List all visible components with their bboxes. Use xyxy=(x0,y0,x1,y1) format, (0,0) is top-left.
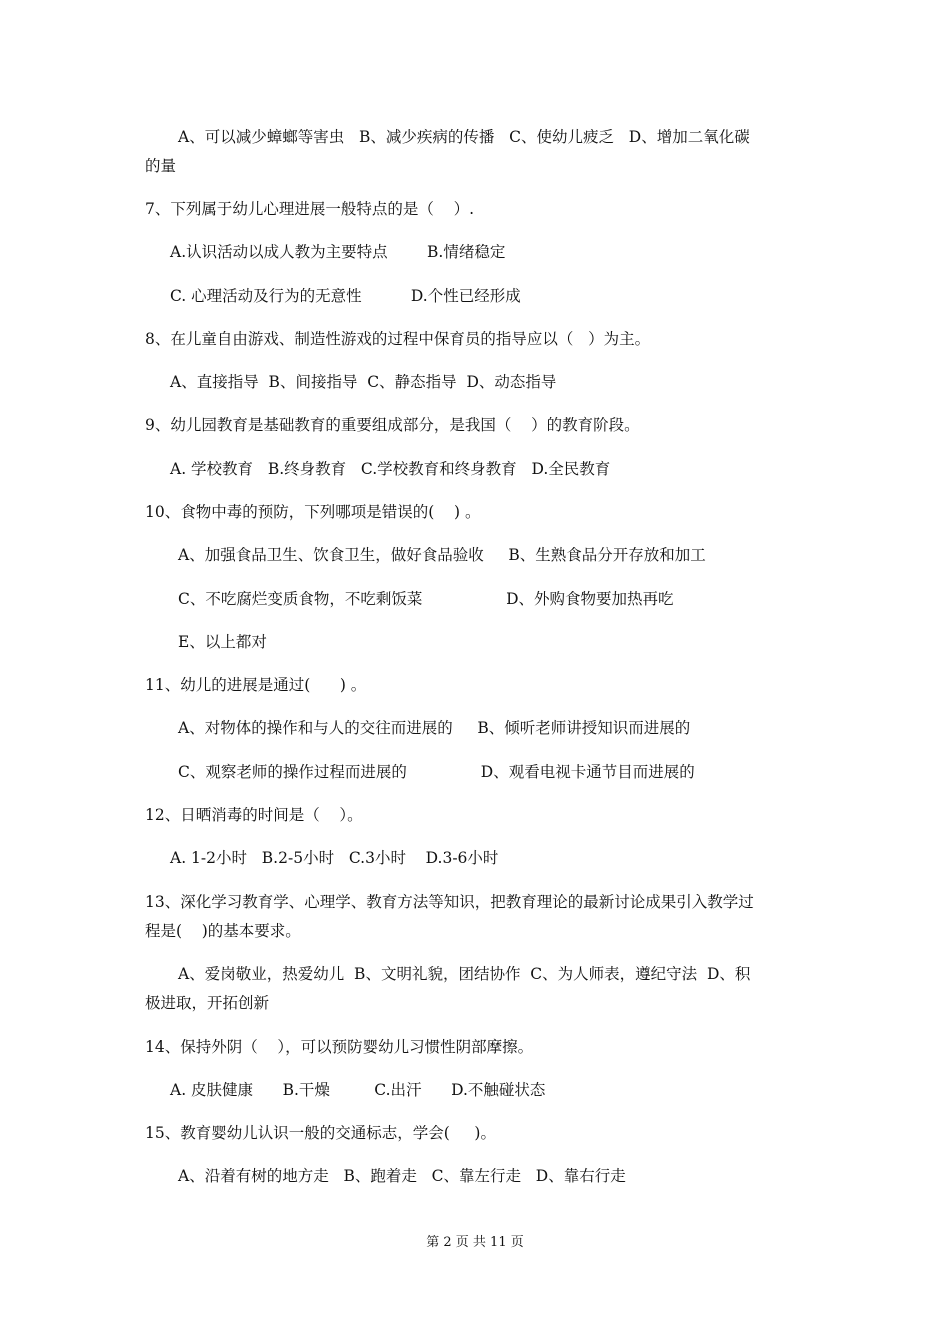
q7-options-ab: A.认识活动以成人教为主要特点 B.情绪稳定 xyxy=(170,243,506,261)
question-12: 12、日晒消毒的时间是（ ）。 xyxy=(145,806,363,824)
q13-options-cont: 极进取，开拓创新 xyxy=(145,994,270,1012)
q15-options: A、沿着有树的地方走 B、跑着走 C、靠左行走 D、靠右行走 xyxy=(178,1167,626,1185)
page-footer: 第 2 页 共 11 页 xyxy=(426,1235,524,1250)
q14-options: A. 皮肤健康 B.干燥 C.出汗 D.不触碰状态 xyxy=(170,1081,546,1099)
question-13: 13、深化学习教育学、心理学、教育方法等知识，把教育理论的最新讨论成果引入教学过 xyxy=(145,893,754,911)
q12-options: A. 1-2小时 B.2-5小时 C.3小时 D.3-6小时 xyxy=(170,849,499,867)
q13-options: A、爱岗敬业，热爱幼儿 B、文明礼貌，团结协作 C、为人师表，遵纪守法 D、积 xyxy=(178,965,751,983)
question-10: 10、食物中毒的预防，下列哪项是错误的( ) 。 xyxy=(145,503,481,521)
question-14: 14、保持外阴（ ），可以预防婴幼儿习惯性阴部摩擦。 xyxy=(145,1038,534,1056)
question-13-cont: 程是( )的基本要求。 xyxy=(145,922,301,940)
q9-options: A. 学校教育 B.终身教育 C.学校教育和终身教育 D.全民教育 xyxy=(170,460,611,478)
question-11: 11、幼儿的进展是通过( ) 。 xyxy=(145,676,367,694)
q10-options-cd: C、不吃腐烂变质食物，不吃剩饭菜 D、外购食物要加热再吃 xyxy=(178,590,674,608)
question-15: 15、教育婴幼儿认识一般的交通标志，学会( )。 xyxy=(145,1124,496,1142)
question-9: 9、幼儿园教育是基础教育的重要组成部分，是我国（ ）的教育阶段。 xyxy=(145,416,640,434)
q8-options: A、直接指导 B、间接指导 C、静态指导 D、动态指导 xyxy=(170,373,557,391)
q6-options-cont: 的量 xyxy=(145,157,177,175)
q6-options: A、可以减少蟑螂等害虫 B、减少疾病的传播 C、使幼儿疲乏 D、增加二氧化碳 xyxy=(178,128,750,146)
question-7: 7、下列属于幼儿心理进展一般特点的是（ ）. xyxy=(145,200,474,218)
q10-options-ab: A、加强食品卫生、饮食卫生，做好食品验收 B、生熟食品分开存放和加工 xyxy=(178,546,706,564)
q11-options-cd: C、观察老师的操作过程而进展的 D、观看电视卡通节目而进展的 xyxy=(178,763,695,781)
question-8: 8、在儿童自由游戏、制造性游戏的过程中保育员的指导应以（ ）为主。 xyxy=(145,330,651,348)
q11-options-ab: A、对物体的操作和与人的交往而进展的 B、倾听老师讲授知识而进展的 xyxy=(178,719,691,737)
q7-options-cd: C. 心理活动及行为的无意性 D.个性已经形成 xyxy=(170,287,521,305)
q10-options-e: E、以上都对 xyxy=(178,633,267,651)
